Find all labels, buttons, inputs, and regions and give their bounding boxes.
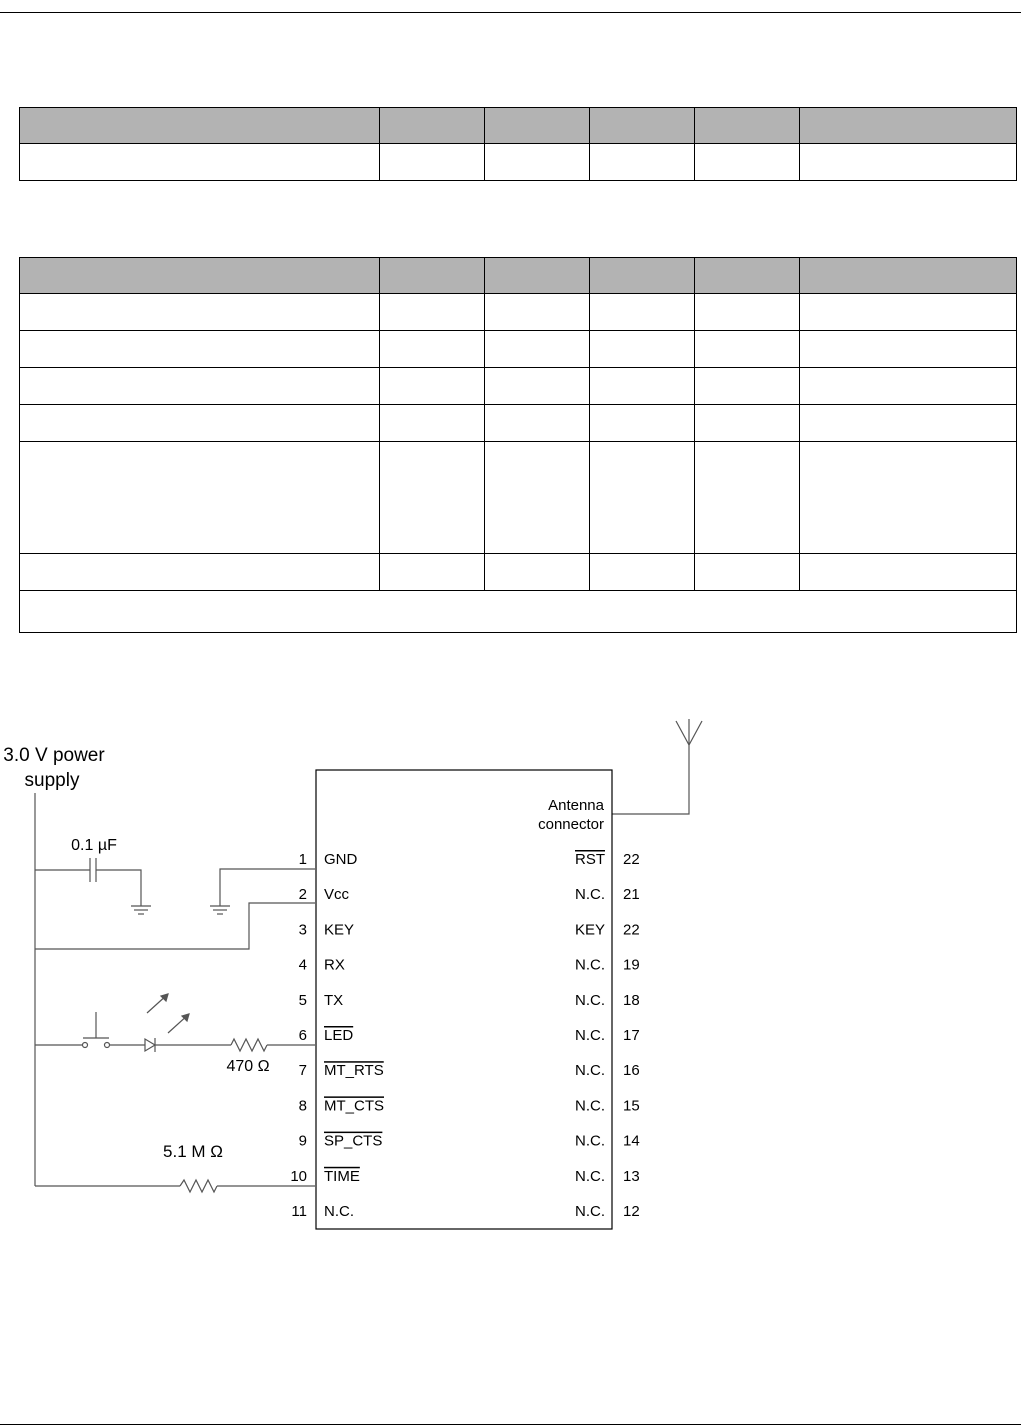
left-pin-name: N.C. xyxy=(324,1203,354,1220)
left-pin-number: 1 xyxy=(298,851,307,868)
power-label-line2: supply xyxy=(24,770,80,791)
right-pin-name: N.C. xyxy=(575,1203,605,1220)
left-pin-name: KEY xyxy=(324,921,355,939)
ground-icon xyxy=(131,906,151,914)
right-pin-number: 17 xyxy=(623,1027,640,1044)
left-pin-name: TX xyxy=(324,991,344,1009)
table-row xyxy=(20,331,1017,368)
resistor-470-icon xyxy=(231,1039,267,1051)
right-pin-name: N.C. xyxy=(575,1027,605,1044)
left-pin-number: 5 xyxy=(298,991,307,1009)
left-pin-number: 10 xyxy=(290,1167,307,1185)
right-pin-number: 15 xyxy=(623,1097,640,1115)
right-pin-name: N.C. xyxy=(575,1132,605,1150)
right-pin-number: 13 xyxy=(623,1167,640,1185)
push-switch-icon xyxy=(35,1012,110,1048)
left-pin-name: LED xyxy=(324,1027,354,1044)
led-resistor-value: 470 Ω xyxy=(226,1058,270,1075)
left-pin-name: GND xyxy=(324,851,358,868)
left-pin-number: 4 xyxy=(298,956,307,974)
right-pin-name: RST xyxy=(575,851,605,868)
table-row xyxy=(20,368,1017,405)
table-row xyxy=(20,144,1017,181)
header-rule xyxy=(0,12,1021,13)
right-pin-name: N.C. xyxy=(575,991,605,1009)
module-box xyxy=(316,770,612,1229)
resistor-5m1-icon xyxy=(180,1180,217,1192)
right-pin-name: N.C. xyxy=(575,1062,605,1080)
right-pin-number: 18 xyxy=(623,991,640,1009)
left-pin-number: 11 xyxy=(291,1203,307,1220)
table-header-row xyxy=(20,258,1017,294)
vcc-wire xyxy=(35,903,315,949)
right-pin-number: 22 xyxy=(623,921,640,939)
antenna-label-line1: Antenna xyxy=(548,797,604,814)
right-pin-name: KEY xyxy=(574,921,605,939)
ground-icon xyxy=(210,906,230,914)
time-resistor-value: 5.1 M Ω xyxy=(163,1142,223,1161)
right-pin-name: N.C. xyxy=(575,1097,605,1115)
right-pin-number: 19 xyxy=(623,956,640,974)
left-pin-number: 8 xyxy=(298,1097,307,1115)
footer-rule xyxy=(0,1424,1021,1425)
table-row xyxy=(20,405,1017,442)
table-header-row xyxy=(20,108,1017,144)
power-label-line1: 3.0 V power xyxy=(3,745,105,766)
right-pin-name: N.C. xyxy=(575,956,605,974)
spec-table-2 xyxy=(19,257,1017,633)
right-pin-number: 16 xyxy=(623,1062,640,1080)
left-pin-name: MT_RTS xyxy=(324,1062,384,1080)
right-pin-number: 21 xyxy=(623,886,640,904)
capacitor-icon xyxy=(35,858,141,906)
led-diode-icon xyxy=(145,994,189,1052)
antenna-icon xyxy=(612,719,702,814)
table-row xyxy=(20,442,1017,554)
antenna-label-line2: connector xyxy=(538,816,604,833)
table-row xyxy=(20,294,1017,331)
right-pin-number: 14 xyxy=(623,1132,640,1150)
left-pin-number: 3 xyxy=(298,921,307,939)
capacitor-value: 0.1 µF xyxy=(71,837,117,854)
pin-labels xyxy=(290,851,639,1220)
table-note-row xyxy=(20,591,1017,633)
left-pin-number: 2 xyxy=(298,886,307,904)
right-pin-number: 12 xyxy=(623,1203,640,1220)
left-pin-number: 6 xyxy=(298,1027,307,1044)
left-pin-name: TIME xyxy=(324,1167,360,1185)
right-pin-name: N.C. xyxy=(575,1167,605,1185)
left-pin-name: RX xyxy=(324,956,345,974)
spec-table-1 xyxy=(19,107,1017,181)
right-pin-name: N.C. xyxy=(575,886,605,904)
left-pin-name: Vcc xyxy=(324,886,350,904)
left-pin-number: 7 xyxy=(298,1062,307,1080)
left-pin-name: SP_CTS xyxy=(324,1132,383,1150)
left-pin-number: 9 xyxy=(298,1132,307,1150)
right-pin-number: 22 xyxy=(623,851,640,868)
table-row xyxy=(20,554,1017,591)
left-pin-name: MT_CTS xyxy=(324,1097,384,1115)
circuit-diagram xyxy=(0,700,1021,1240)
